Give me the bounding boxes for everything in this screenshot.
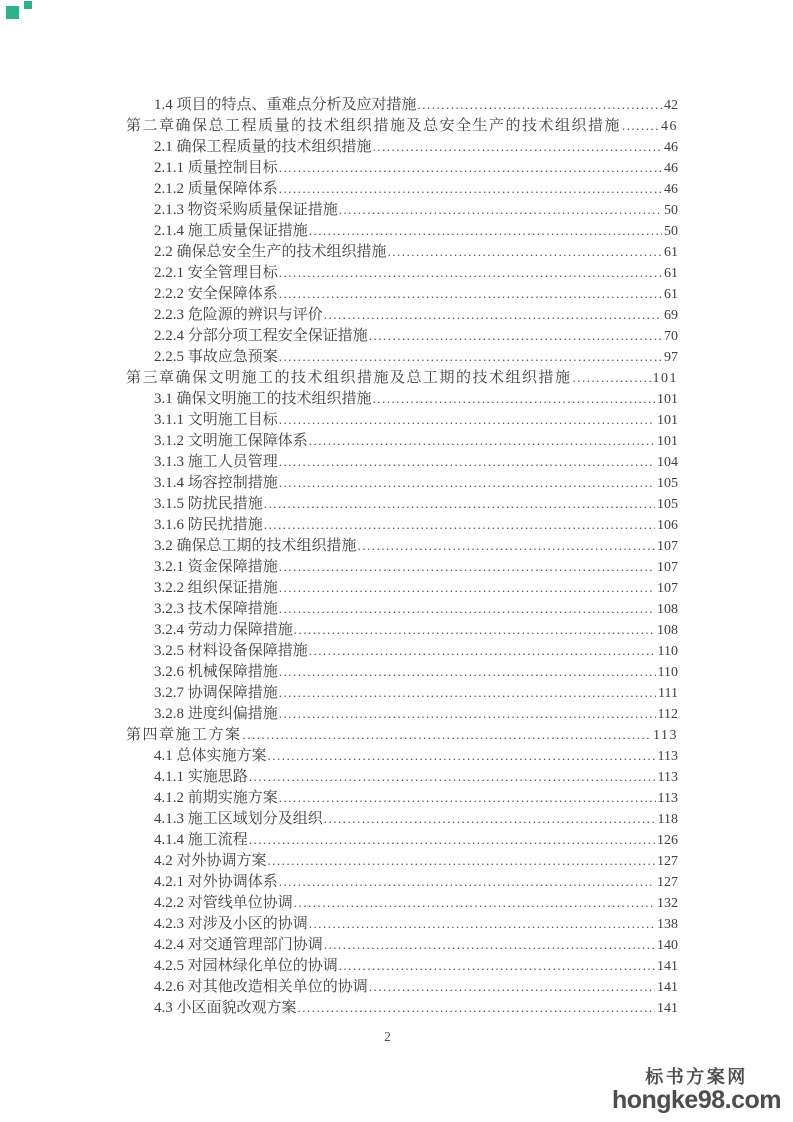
toc-entry[interactable] xyxy=(126,262,678,283)
toc-entry-title: 3.2.6 机械保障措施 xyxy=(154,664,278,680)
toc-page-number: 138 xyxy=(657,917,678,932)
toc-leader-dots xyxy=(279,451,655,473)
toc-page-number: 140 xyxy=(657,938,678,953)
toc-leader-dots xyxy=(388,241,662,263)
toc-leader-dots xyxy=(279,598,655,620)
toc-entry[interactable] xyxy=(126,283,678,304)
toc-entry-title: 3.1.6 防民扰措施 xyxy=(154,517,263,533)
toc-leader-dots xyxy=(279,577,655,599)
toc-entry[interactable] xyxy=(126,850,678,871)
toc-leader-dots xyxy=(573,367,651,389)
toc-page-number: 61 xyxy=(664,266,678,281)
toc-entry[interactable] xyxy=(126,955,678,976)
toc-leader-dots xyxy=(369,325,662,347)
toc-page-number: 107 xyxy=(657,581,678,596)
toc-leader-dots xyxy=(279,472,655,494)
toc-page-number: 113 xyxy=(657,749,678,764)
toc-entry-title: 4.2.3 对涉及小区的协调 xyxy=(154,916,308,932)
toc-entry[interactable] xyxy=(126,829,678,850)
toc-entry-title: 2.2.5 事故应急预案 xyxy=(154,349,278,365)
toc-entry[interactable] xyxy=(126,199,678,220)
toc-page-number: 108 xyxy=(657,602,678,617)
toc xyxy=(126,94,678,1018)
toc-page-number: 108 xyxy=(657,623,678,638)
toc-entry[interactable] xyxy=(126,409,678,430)
toc-leader-dots xyxy=(279,178,662,200)
toc-entry[interactable] xyxy=(126,892,678,913)
toc-page-number: 61 xyxy=(664,245,678,260)
toc-page-number: 46 xyxy=(664,161,678,176)
toc-page-number: 97 xyxy=(664,350,678,365)
toc-entry[interactable] xyxy=(126,304,678,325)
toc-entry-title: 3.2.3 技术保障措施 xyxy=(154,601,278,617)
toc-entry[interactable] xyxy=(126,766,678,787)
toc-entry-title: 2.1.1 质量控制目标 xyxy=(154,160,278,176)
toc-entry-title: 3.1.3 施工人员管理 xyxy=(154,454,278,470)
toc-leader-dots xyxy=(324,304,662,326)
toc-entry-title: 3.2.5 材料设备保障措施 xyxy=(154,643,308,659)
toc-leader-dots xyxy=(373,136,662,158)
toc-leader-dots xyxy=(279,262,662,284)
toc-page-number: 101 xyxy=(657,434,678,449)
toc-entry[interactable] xyxy=(126,115,678,136)
toc-entry[interactable] xyxy=(126,451,678,472)
toc-leader-dots xyxy=(294,892,655,914)
toc-page-number: 106 xyxy=(657,518,678,533)
toc-page-number: 101 xyxy=(652,371,678,386)
toc-leader-dots xyxy=(268,745,656,767)
toc-leader-dots xyxy=(279,871,655,893)
toc-entry[interactable] xyxy=(126,745,678,766)
green-corner-mark xyxy=(24,1,32,9)
toc-page-number: 113 xyxy=(657,791,678,806)
toc-entry[interactable] xyxy=(126,934,678,955)
toc-leader-dots xyxy=(369,976,655,998)
toc-entry[interactable] xyxy=(126,346,678,367)
toc-entry-title: 3.1.4 场容控制措施 xyxy=(154,475,278,491)
toc-entry[interactable] xyxy=(126,556,678,577)
toc-page-number: 127 xyxy=(657,875,678,890)
toc-entry-title: 第四章施工方案 xyxy=(126,727,242,743)
toc-entry-title: 4.1.2 前期实施方案 xyxy=(154,790,278,806)
toc-entry-title: 第二章确保总工程质量的技术组织措施及总安全生产的技术组织措施 xyxy=(126,118,622,134)
toc-entry[interactable] xyxy=(126,514,678,535)
toc-entry[interactable] xyxy=(126,997,678,1018)
toc-page-number: 127 xyxy=(657,854,678,869)
toc-page-number: 118 xyxy=(657,812,678,827)
toc-entry-title: 4.2.1 对外协调体系 xyxy=(154,874,278,890)
toc-entry[interactable] xyxy=(126,724,678,745)
toc-page-number: 101 xyxy=(657,392,678,407)
toc-entry[interactable] xyxy=(126,703,678,724)
toc-entry-title: 第三章确保文明施工的技术组织措施及总工期的技术组织措施 xyxy=(126,370,572,386)
toc-entry[interactable] xyxy=(126,682,678,703)
toc-leader-dots xyxy=(339,199,662,221)
toc-entry[interactable] xyxy=(126,136,678,157)
toc-page-number: 107 xyxy=(657,539,678,554)
toc-entry-title: 3.1.1 文明施工目标 xyxy=(154,412,278,428)
toc-leader-dots xyxy=(279,346,662,368)
toc-page-number: 50 xyxy=(664,224,678,239)
toc-entry-title: 2.2.3 危险源的辨识与评价 xyxy=(154,307,323,323)
toc-entry[interactable] xyxy=(126,787,678,808)
toc-entry[interactable] xyxy=(126,178,678,199)
toc-leader-dots xyxy=(339,955,655,977)
toc-leader-dots xyxy=(268,850,655,872)
toc-leader-dots xyxy=(279,409,655,431)
toc-page-number: 46 xyxy=(664,182,678,197)
toc-entry[interactable] xyxy=(126,493,678,514)
toc-page-number: 50 xyxy=(664,203,678,218)
toc-page-number: 110 xyxy=(657,665,678,680)
toc-entry-title: 3.1.2 文明施工保障体系 xyxy=(154,433,308,449)
toc-leader-dots xyxy=(279,787,656,809)
toc-page-number: 107 xyxy=(657,560,678,575)
toc-entry-title: 4.2.4 对交通管理部门协调 xyxy=(154,937,323,953)
watermark-site-url: hongke98.com xyxy=(611,1086,781,1114)
toc-page-number: 111 xyxy=(658,686,678,701)
toc-leader-dots xyxy=(279,703,656,725)
toc-page-number: 112 xyxy=(657,707,678,722)
toc-leader-dots xyxy=(309,220,662,242)
toc-leader-dots xyxy=(243,724,652,746)
toc-entry-title: 2.1.3 物资采购质量保证措施 xyxy=(154,202,338,218)
toc-leader-dots xyxy=(418,94,662,116)
toc-entry-title: 3.2.1 资金保障措施 xyxy=(154,559,278,575)
page-footer xyxy=(0,1029,775,1045)
toc-leader-dots xyxy=(294,619,655,641)
toc-leader-dots xyxy=(279,682,656,704)
toc-entry-title: 3.2.4 劳动力保障措施 xyxy=(154,622,293,638)
toc-entry-title: 2.2 确保总安全生产的技术组织措施 xyxy=(154,244,387,260)
toc-entry-title: 4.1 总体实施方案 xyxy=(154,748,267,764)
toc-entry[interactable] xyxy=(126,640,678,661)
green-corner-mark xyxy=(6,6,19,19)
toc-leader-dots xyxy=(279,556,655,578)
toc-page-number: 104 xyxy=(657,455,678,470)
toc-entry[interactable] xyxy=(126,367,678,388)
toc-entry[interactable] xyxy=(126,598,678,619)
toc-entry[interactable] xyxy=(126,619,678,640)
toc-entry[interactable] xyxy=(126,472,678,493)
toc-leader-dots xyxy=(309,640,656,662)
toc-page-number: 46 xyxy=(661,119,678,134)
toc-leader-dots xyxy=(249,766,656,788)
toc-entry-title: 2.1 确保工程质量的技术组织措施 xyxy=(154,139,372,155)
watermark xyxy=(612,1066,781,1112)
toc-entry[interactable] xyxy=(126,94,678,115)
toc-entry[interactable] xyxy=(126,913,678,934)
toc-entry[interactable] xyxy=(126,241,678,262)
toc-page-number: 132 xyxy=(657,896,678,911)
toc-entry-title: 3.1 确保文明施工的技术组织措施 xyxy=(154,391,372,407)
toc-leader-dots xyxy=(622,115,659,137)
toc-leader-dots xyxy=(279,157,662,179)
toc-entry-title: 3.2.8 进度纠偏措施 xyxy=(154,706,278,722)
toc-leader-dots xyxy=(358,535,655,557)
toc-page-number: 113 xyxy=(657,770,678,785)
toc-entry-title: 4.2.5 对园林绿化单位的协调 xyxy=(154,958,338,974)
toc-page-number: 141 xyxy=(657,980,678,995)
toc-leader-dots xyxy=(324,808,656,830)
toc-page-number: 141 xyxy=(657,959,678,974)
toc-leader-dots xyxy=(373,388,655,410)
toc-entry[interactable] xyxy=(126,535,678,556)
toc-entry-title: 3.1.5 防扰民措施 xyxy=(154,496,263,512)
toc-entry[interactable] xyxy=(126,661,678,682)
toc-entry[interactable] xyxy=(126,430,678,451)
toc-entry[interactable] xyxy=(126,976,678,997)
toc-entry-title: 4.1.1 实施思路 xyxy=(154,769,248,785)
toc-entry-title: 4.2.6 对其他改造相关单位的协调 xyxy=(154,979,368,995)
toc-page-number: 69 xyxy=(664,308,678,323)
toc-page-number: 113 xyxy=(653,728,678,743)
toc-entry-title: 4.2 对外协调方案 xyxy=(154,853,267,869)
toc-entry[interactable] xyxy=(126,220,678,241)
toc-entry[interactable] xyxy=(126,808,678,829)
footer-page-number: 2 xyxy=(384,1029,391,1044)
toc-entry-title: 4.1.3 施工区域划分及组织 xyxy=(154,811,323,827)
toc-page-number: 42 xyxy=(664,98,678,113)
toc-page-number: 110 xyxy=(657,644,678,659)
toc-leader-dots xyxy=(309,913,655,935)
toc-page-number: 126 xyxy=(657,833,678,848)
toc-entry-title: 1.4 项目的特点、重难点分析及应对措施 xyxy=(154,97,417,113)
toc-entry[interactable] xyxy=(126,871,678,892)
toc-entry-title: 2.2.4 分部分项工程安全保证措施 xyxy=(154,328,368,344)
toc-entry-title: 2.1.2 质量保障体系 xyxy=(154,181,278,197)
toc-entry-title: 3.2.7 协调保障措施 xyxy=(154,685,278,701)
toc-leader-dots xyxy=(324,934,655,956)
toc-entry[interactable] xyxy=(126,388,678,409)
toc-entry[interactable] xyxy=(126,325,678,346)
toc-entry-title: 3.2.2 组织保证措施 xyxy=(154,580,278,596)
toc-entry[interactable] xyxy=(126,157,678,178)
toc-entry[interactable] xyxy=(126,577,678,598)
toc-entry-title: 2.2.1 安全管理目标 xyxy=(154,265,278,281)
toc-entry-title: 3.2 确保总工期的技术组织措施 xyxy=(154,538,357,554)
toc-entry-title: 2.1.4 施工质量保证措施 xyxy=(154,223,308,239)
toc-page-number: 105 xyxy=(657,476,678,491)
toc-page-number: 46 xyxy=(664,140,678,155)
toc-entry-title: 4.3 小区面貌改观方案 xyxy=(154,1000,297,1016)
toc-entry-title: 2.2.2 安全保障体系 xyxy=(154,286,278,302)
watermark-site-name: 标书方案网 xyxy=(645,1067,748,1087)
toc-page-number: 101 xyxy=(657,413,678,428)
toc-leader-dots xyxy=(264,493,655,515)
toc-leader-dots xyxy=(298,997,655,1019)
toc-page-number: 105 xyxy=(657,497,678,512)
toc-page-number: 61 xyxy=(664,287,678,302)
toc-page-number: 141 xyxy=(657,1001,678,1016)
toc-leader-dots xyxy=(279,283,662,305)
toc-leader-dots xyxy=(279,661,656,683)
toc-leader-dots xyxy=(309,430,655,452)
toc-page-number: 70 xyxy=(664,329,678,344)
toc-entry-title: 4.2.2 对管线单位协调 xyxy=(154,895,293,911)
toc-leader-dots xyxy=(249,829,655,851)
toc-entry-title: 4.1.4 施工流程 xyxy=(154,832,248,848)
toc-leader-dots xyxy=(264,514,655,536)
